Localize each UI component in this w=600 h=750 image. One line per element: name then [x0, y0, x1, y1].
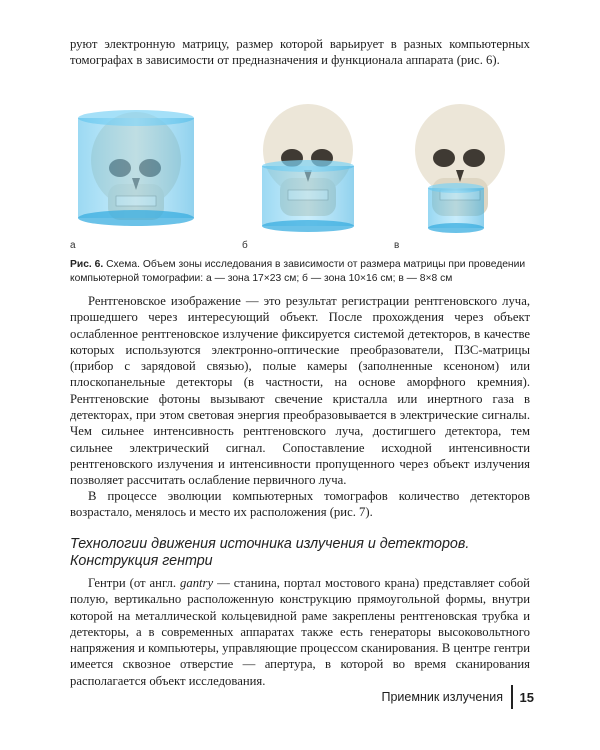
body-paragraph-2: В процессе эволюции компьютерных томографов количество детекторов возрастало, менялось и место их расположения (рис. 7).	[70, 489, 530, 520]
section-heading: Технологии движения источника излучения и детекторов. Конструкция гентри	[70, 536, 470, 569]
term-gantry: gantry	[180, 576, 214, 590]
body-paragraph-1: Рентгеновское изображение — это результат регистрации рентгеновского луча, прошедшего через интересующий объект. После прохождения через объект ослабленное рентгеновское излучение фиксируется системой детекторов, в качестве которых используются электронно-оптические преобразователи, ПЗС-матрицы (прибор с зарядовой связью), полые камеры (заполненные ксеноном) или плоскопанельные детекторы (в частности, на основе аморфного кремния). Рентгеновские фотоны вызывают свечение кристалла или инертного газа в детекторах, при этом световая энергия преобразовывается в электрические сигналы. Чем сильнее интенсивность рентгеновского луча, достигшего детектора, тем сильнее электрический сигнал. Сопоставление исходной интенсивности рентгеновского излучения и интенсивности пропущенного через объект излучения позволяет рассчитать ослабление первичного луча.	[70, 294, 530, 488]
page-number: 15	[519, 689, 534, 705]
figure-caption	[70, 258, 530, 286]
panel-label-c: в	[394, 240, 400, 251]
page-footer	[382, 685, 535, 709]
running-footer-title: Приемник излучения	[381, 690, 504, 704]
caption-prefix: Рис. 6.	[70, 259, 104, 270]
panel-label-a: а	[70, 240, 76, 251]
figure-panel-b	[242, 98, 374, 251]
figure-6	[70, 98, 530, 253]
body-paragraph-3	[70, 575, 530, 689]
figure-panel-a	[70, 98, 202, 251]
footer-divider	[511, 685, 513, 709]
skull-illustration-a	[70, 98, 202, 238]
panel-label-b: б	[242, 240, 248, 251]
caption-text: Схема. Объем зоны исследования в зависимости от размера матрицы при проведении компьютерной томографии: а — зона 17×23 см; б — зона 10×16 см; в — 8×8 см	[70, 259, 526, 284]
figure-panel-c	[394, 98, 526, 251]
skull-illustration-c	[394, 98, 526, 238]
paragraph-3-after: — станина, портал мостового крана) представляет собой полую, вертикально расположенную конструкцию прямоугольной формы, внутри которой на металлической кольцевидной раме закреплены рентгеновская трубка и детекторы, а в современных аппаратах также есть генераторы высоковольтного напряжения и компьютеры, управляющие процессом сканирования. В центре гентри имеется сквозное отверстие — апертура, в которой во время сканирования располагается объект исследования.	[70, 576, 530, 688]
intro-paragraph: руют электронную матрицу, размер которой варьирует в разных компьютерных томографах в зависимости от предназначения и функционала аппарата (рис. 6).	[70, 37, 530, 68]
skull-illustration-b	[242, 98, 374, 238]
paragraph-3-before: Гентри (от англ.	[88, 576, 180, 590]
